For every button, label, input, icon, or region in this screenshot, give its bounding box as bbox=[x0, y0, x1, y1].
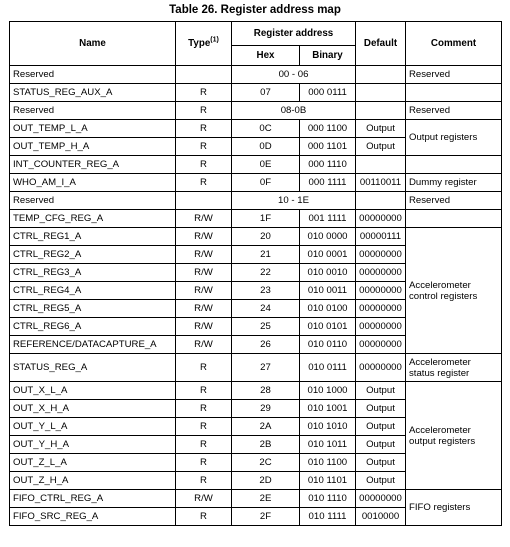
register-comment bbox=[406, 156, 502, 174]
register-default: 00000000 bbox=[356, 246, 406, 264]
register-name: WHO_AM_I_A bbox=[10, 174, 176, 192]
register-binary: 010 0100 bbox=[300, 300, 356, 318]
register-comment: Accelerometer status register bbox=[406, 354, 502, 382]
register-default: 00000000 bbox=[356, 300, 406, 318]
name-header: Name bbox=[10, 22, 176, 66]
comment-header: Comment bbox=[406, 22, 502, 66]
register-binary: 010 0110 bbox=[300, 336, 356, 354]
register-default: 00000000 bbox=[356, 354, 406, 382]
register-name: Reserved bbox=[10, 192, 176, 210]
register-binary: 010 1010 bbox=[300, 418, 356, 436]
register-default: 00000111 bbox=[356, 228, 406, 246]
register-binary: 010 1100 bbox=[300, 454, 356, 472]
register-hex-range: 10 - 1E bbox=[232, 192, 356, 210]
register-name: OUT_Z_H_A bbox=[10, 472, 176, 490]
register-name: OUT_Z_L_A bbox=[10, 454, 176, 472]
register-name: FIFO_CTRL_REG_A bbox=[10, 490, 176, 508]
register-binary: 010 1110 bbox=[300, 490, 356, 508]
table-row bbox=[10, 192, 502, 210]
register-hex: 21 bbox=[232, 246, 300, 264]
register-binary: 000 0111 bbox=[300, 84, 356, 102]
register-binary: 010 1101 bbox=[300, 472, 356, 490]
register-binary: 000 1110 bbox=[300, 156, 356, 174]
register-type: R bbox=[176, 454, 232, 472]
register-binary: 000 1111 bbox=[300, 174, 356, 192]
register-default bbox=[356, 192, 406, 210]
table-row bbox=[10, 84, 502, 102]
register-binary: 010 0000 bbox=[300, 228, 356, 246]
table-caption: Table 26. Register address map bbox=[169, 4, 341, 16]
register-hex: 2E bbox=[232, 490, 300, 508]
register-comment bbox=[406, 84, 502, 102]
table-row bbox=[10, 354, 502, 382]
register-default: 00000000 bbox=[356, 490, 406, 508]
register-name: Reserved bbox=[10, 102, 176, 120]
register-type: R/W bbox=[176, 264, 232, 282]
register-comment: FIFO registers bbox=[406, 490, 502, 526]
register-name: OUT_TEMP_H_A bbox=[10, 138, 176, 156]
register-type: R/W bbox=[176, 228, 232, 246]
register-default: Output bbox=[356, 382, 406, 400]
table-row bbox=[10, 210, 502, 228]
register-hex: 0C bbox=[232, 120, 300, 138]
register-comment: Accelerometer control registers bbox=[406, 228, 502, 354]
register-type: R bbox=[176, 102, 232, 120]
register-binary: 010 0001 bbox=[300, 246, 356, 264]
register-default: Output bbox=[356, 472, 406, 490]
register-binary: 000 1100 bbox=[300, 120, 356, 138]
register-default: 00000000 bbox=[356, 210, 406, 228]
register-binary: 010 0011 bbox=[300, 282, 356, 300]
register-comment: Reserved bbox=[406, 192, 502, 210]
register-hex: 22 bbox=[232, 264, 300, 282]
table-row bbox=[10, 66, 502, 84]
register-type: R/W bbox=[176, 490, 232, 508]
register-hex: 28 bbox=[232, 382, 300, 400]
register-type: R bbox=[176, 400, 232, 418]
register-binary: 010 1001 bbox=[300, 400, 356, 418]
register-type: R bbox=[176, 418, 232, 436]
register-hex: 24 bbox=[232, 300, 300, 318]
register-name: OUT_X_H_A bbox=[10, 400, 176, 418]
register-type: R/W bbox=[176, 318, 232, 336]
register-default: Output bbox=[356, 400, 406, 418]
register-hex: 25 bbox=[232, 318, 300, 336]
table-row bbox=[10, 174, 502, 192]
register-type: R bbox=[176, 120, 232, 138]
register-default: Output bbox=[356, 120, 406, 138]
register-comment bbox=[406, 210, 502, 228]
register-name: CTRL_REG2_A bbox=[10, 246, 176, 264]
register-name: INT_COUNTER_REG_A bbox=[10, 156, 176, 174]
register-name: OUT_Y_L_A bbox=[10, 418, 176, 436]
register-hex: 23 bbox=[232, 282, 300, 300]
register-hex: 07 bbox=[232, 84, 300, 102]
register-type: R bbox=[176, 174, 232, 192]
register-name: OUT_TEMP_L_A bbox=[10, 120, 176, 138]
register-default: Output bbox=[356, 138, 406, 156]
register-type: R/W bbox=[176, 282, 232, 300]
register-type: R bbox=[176, 354, 232, 382]
register-default: 0010000 bbox=[356, 508, 406, 526]
register-hex: 2D bbox=[232, 472, 300, 490]
register-binary: 010 0111 bbox=[300, 354, 356, 382]
register-name: CTRL_REG5_A bbox=[10, 300, 176, 318]
register-type: R bbox=[176, 472, 232, 490]
register-type: R bbox=[176, 508, 232, 526]
register-hex: 2B bbox=[232, 436, 300, 454]
register-default bbox=[356, 66, 406, 84]
register-hex: 26 bbox=[232, 336, 300, 354]
register-type bbox=[176, 192, 232, 210]
register-default: Output bbox=[356, 454, 406, 472]
register-name: STATUS_REG_AUX_A bbox=[10, 84, 176, 102]
register-hex: 20 bbox=[232, 228, 300, 246]
register-address-map-table bbox=[9, 21, 502, 526]
register-comment: Dummy register bbox=[406, 174, 502, 192]
register-default: Output bbox=[356, 436, 406, 454]
register-name: CTRL_REG3_A bbox=[10, 264, 176, 282]
register-name: OUT_X_L_A bbox=[10, 382, 176, 400]
register-binary: 010 1011 bbox=[300, 436, 356, 454]
register-comment: Accelerometer output registers bbox=[406, 382, 502, 490]
register-binary: 010 0101 bbox=[300, 318, 356, 336]
register-hex: 29 bbox=[232, 400, 300, 418]
register-name: CTRL_REG4_A bbox=[10, 282, 176, 300]
register-type: R/W bbox=[176, 210, 232, 228]
register-binary: 000 1101 bbox=[300, 138, 356, 156]
register-hex: 0E bbox=[232, 156, 300, 174]
register-name: TEMP_CFG_REG_A bbox=[10, 210, 176, 228]
register-default: 00000000 bbox=[356, 336, 406, 354]
register-address-header: Register address bbox=[232, 22, 356, 46]
register-hex: 0D bbox=[232, 138, 300, 156]
register-name: OUT_Y_H_A bbox=[10, 436, 176, 454]
register-name: CTRL_REG1_A bbox=[10, 228, 176, 246]
register-hex: 1F bbox=[232, 210, 300, 228]
register-default: 00000000 bbox=[356, 318, 406, 336]
register-type: R bbox=[176, 156, 232, 174]
type-header bbox=[176, 22, 232, 66]
register-type: R/W bbox=[176, 300, 232, 318]
register-hex: 2C bbox=[232, 454, 300, 472]
register-binary: 010 1111 bbox=[300, 508, 356, 526]
binary-header: Binary bbox=[300, 46, 356, 66]
register-default: 00000000 bbox=[356, 264, 406, 282]
type-footnote-marker: (1) bbox=[210, 36, 219, 44]
register-comment: Output registers bbox=[406, 120, 502, 156]
table-row bbox=[10, 382, 502, 400]
register-name: CTRL_REG6_A bbox=[10, 318, 176, 336]
register-binary: 001 1111 bbox=[300, 210, 356, 228]
register-hex-range: 00 - 06 bbox=[232, 66, 356, 84]
register-default bbox=[356, 102, 406, 120]
register-default: Output bbox=[356, 418, 406, 436]
register-name: STATUS_REG_A bbox=[10, 354, 176, 382]
register-default: 00110011 bbox=[356, 174, 406, 192]
register-type: R bbox=[176, 382, 232, 400]
register-type: R/W bbox=[176, 336, 232, 354]
table-row bbox=[10, 228, 502, 246]
register-name: Reserved bbox=[10, 66, 176, 84]
register-hex: 2A bbox=[232, 418, 300, 436]
register-hex: 0F bbox=[232, 174, 300, 192]
register-type bbox=[176, 66, 232, 84]
register-name: FIFO_SRC_REG_A bbox=[10, 508, 176, 526]
register-type: R/W bbox=[176, 246, 232, 264]
register-binary: 010 1000 bbox=[300, 382, 356, 400]
register-comment: Reserved bbox=[406, 66, 502, 84]
register-hex: 27 bbox=[232, 354, 300, 382]
register-type: R bbox=[176, 84, 232, 102]
table-row bbox=[10, 490, 502, 508]
register-default bbox=[356, 84, 406, 102]
table-row bbox=[10, 156, 502, 174]
register-comment: Reserved bbox=[406, 102, 502, 120]
register-binary: 010 0010 bbox=[300, 264, 356, 282]
register-type: R bbox=[176, 138, 232, 156]
register-type: R bbox=[176, 436, 232, 454]
register-default: 00000000 bbox=[356, 282, 406, 300]
type-header-label: Type bbox=[188, 38, 211, 49]
register-hex: 2F bbox=[232, 508, 300, 526]
register-hex-range: 08-0B bbox=[232, 102, 356, 120]
default-header: Default bbox=[356, 22, 406, 66]
register-default bbox=[356, 156, 406, 174]
table-row bbox=[10, 102, 502, 120]
hex-header: Hex bbox=[232, 46, 300, 66]
register-name: REFERENCE/DATACAPTURE_A bbox=[10, 336, 176, 354]
table-row bbox=[10, 120, 502, 138]
